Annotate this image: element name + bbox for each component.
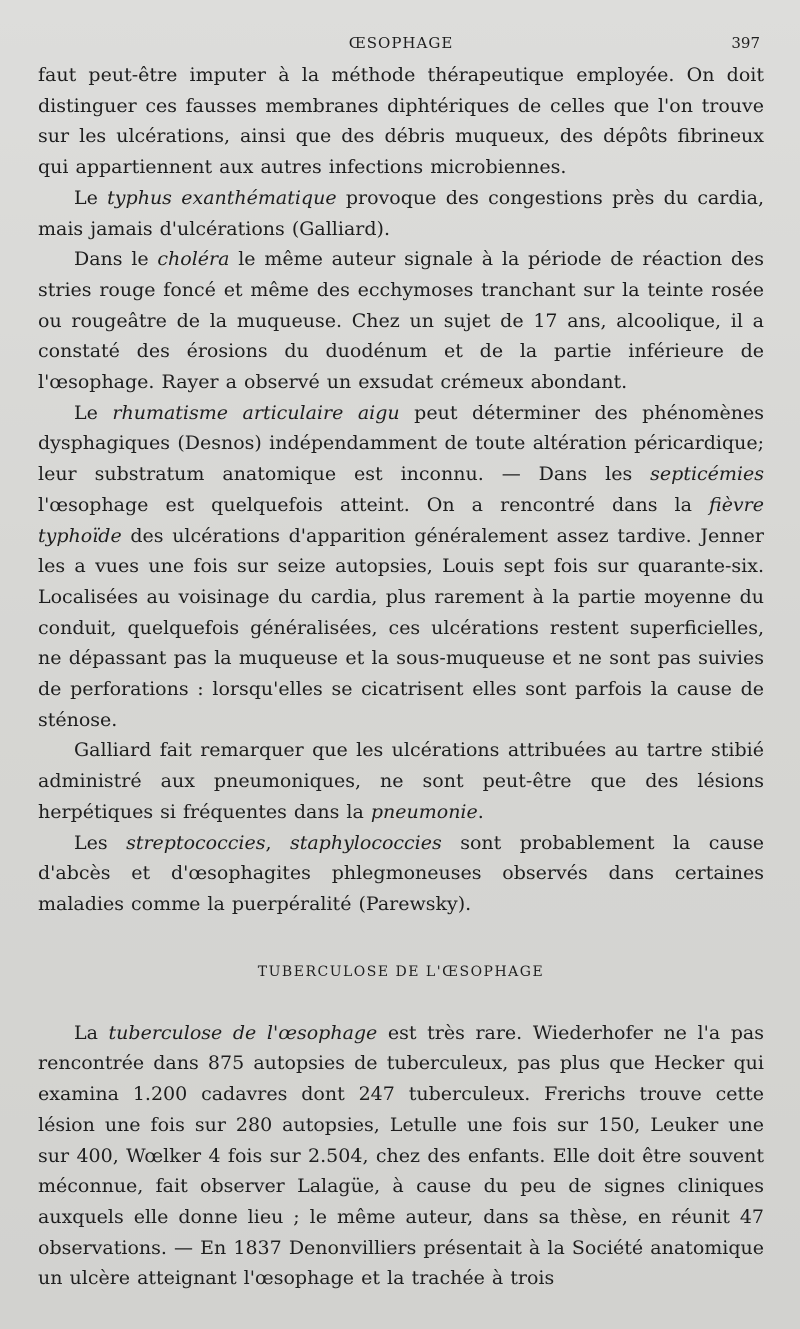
page-number: 397: [731, 34, 760, 52]
text-run: Galliard fait remarquer que les ulcérations attribuées au tartre stibié administré aux pneumoniques, ne sont peut-être que des lésions herpétiques si fréquentes dans la: [38, 739, 764, 823]
paragraph-typhus: [38, 183, 764, 244]
text-run: ,: [265, 831, 290, 854]
body-text: [38, 60, 764, 1294]
paragraph-galliard: [38, 735, 764, 827]
text-run: est très rare. Wiederhofer ne l'a pas rencontrée dans 875 autopsies de tuberculeux, pas plus que Hecker qui examina 1.200 cadavres dont 247 tuberculeux. Frerichs trouve cette lésion une fois sur 280 autopsies, Letulle une fois sur 150, Leuker une sur 400, Wœlker 4 fois sur 2.504, chez des enfants. Elle doit être souvent méconnue, fait observer Lalagüe, à cause du peu de signes cliniques auxquels elle donne lieu ; le même auteur, dans sa thèse, en réunit 47 observations. — En 1837 Denonvilliers présentait à la Société anatomique un ulcère atteignant l'œsophage et la trachée à trois: [38, 1021, 764, 1290]
text-run: Le: [74, 401, 113, 424]
text-run: La: [74, 1021, 109, 1044]
italic-term: choléra: [157, 248, 230, 271]
text-run: l'œsophage est quelquefois atteint. On a rencontré dans la: [38, 493, 710, 516]
paragraph-text: faut peut-être imputer à la méthode thérapeutique employée. On doit distinguer ces fausses membranes diphtériques de celles que l'on trouve sur les ulcérations, ainsi que des débris muqueux, des dépôts fibrineux qui appartiennent aux autres infections microbiennes.: [38, 64, 764, 179]
italic-term: septicémies: [650, 463, 764, 486]
italic-term: staphylococcies: [289, 831, 442, 854]
paragraph-cholera: [38, 244, 764, 398]
text-run: .: [477, 800, 484, 823]
text-run: sont probablement la cause d'abcès et d'œsophagites phlegmoneuses observés dans certaines maladies comme la puerpéralité (Parewsky).: [38, 831, 764, 915]
paragraph-tuberculose: [38, 1018, 764, 1294]
italic-term: fièvre typhoïde: [38, 493, 764, 547]
italic-term: tuberculose de l'œsophage: [108, 1021, 378, 1044]
paragraph-continuation: [38, 60, 764, 183]
italic-term: pneumonie: [370, 800, 478, 823]
section-heading: TUBERCULOSE DE L'ŒSOPHAGE: [257, 963, 545, 980]
text-run: des ulcérations d'apparition généralement assez tardive. Jenner les a vues une fois sur seize autopsies, Louis sept fois sur quarante-six. Localisées au voisinage du cardia, plus rarement à la partie moyenne du conduit, quelquefois généralisées, ces ulcérations restent superficielles, ne dépassant pas la muqueuse et la sous-muqueuse et ne sont pas suivies de perforations : lorsqu'elles se cicatrisent elles sont parfois la cause de sténose.: [38, 524, 764, 731]
italic-term: typhus exanthématique: [107, 186, 337, 209]
italic-term: streptococcies: [126, 831, 266, 854]
paragraph-rhumatisme: [38, 398, 764, 736]
text-run: Les: [74, 831, 127, 854]
text-run: Dans le: [74, 248, 158, 271]
text-run: provoque des congestions près du cardia, mais jamais d'ulcérations (Galliard).: [38, 186, 764, 240]
text-run: le même auteur signale à la période de réaction des stries rouge foncé et même des ecchymoses tranchant sur la teinte rosée ou rougeâtre de la muqueuse. Chez un sujet de 17 ans, alcoolique, il a constaté des érosions du duodénum et de la partie inférieure de l'œsophage. Rayer a observé un exsudat crémeux abondant.: [38, 248, 764, 394]
paragraph-streptococcies: [38, 828, 764, 920]
text-run: Le: [74, 186, 108, 209]
running-title: ŒSOPHAGE: [348, 34, 454, 52]
running-head: [38, 0, 764, 60]
italic-term: rhumatisme articulaire aigu: [112, 401, 400, 424]
text-run: peut déterminer des phénomènes dysphagiques (Desnos) indépendamment de toute altération péricardique; leur substratum anatomique est inconnu. — Dans les: [38, 401, 764, 486]
